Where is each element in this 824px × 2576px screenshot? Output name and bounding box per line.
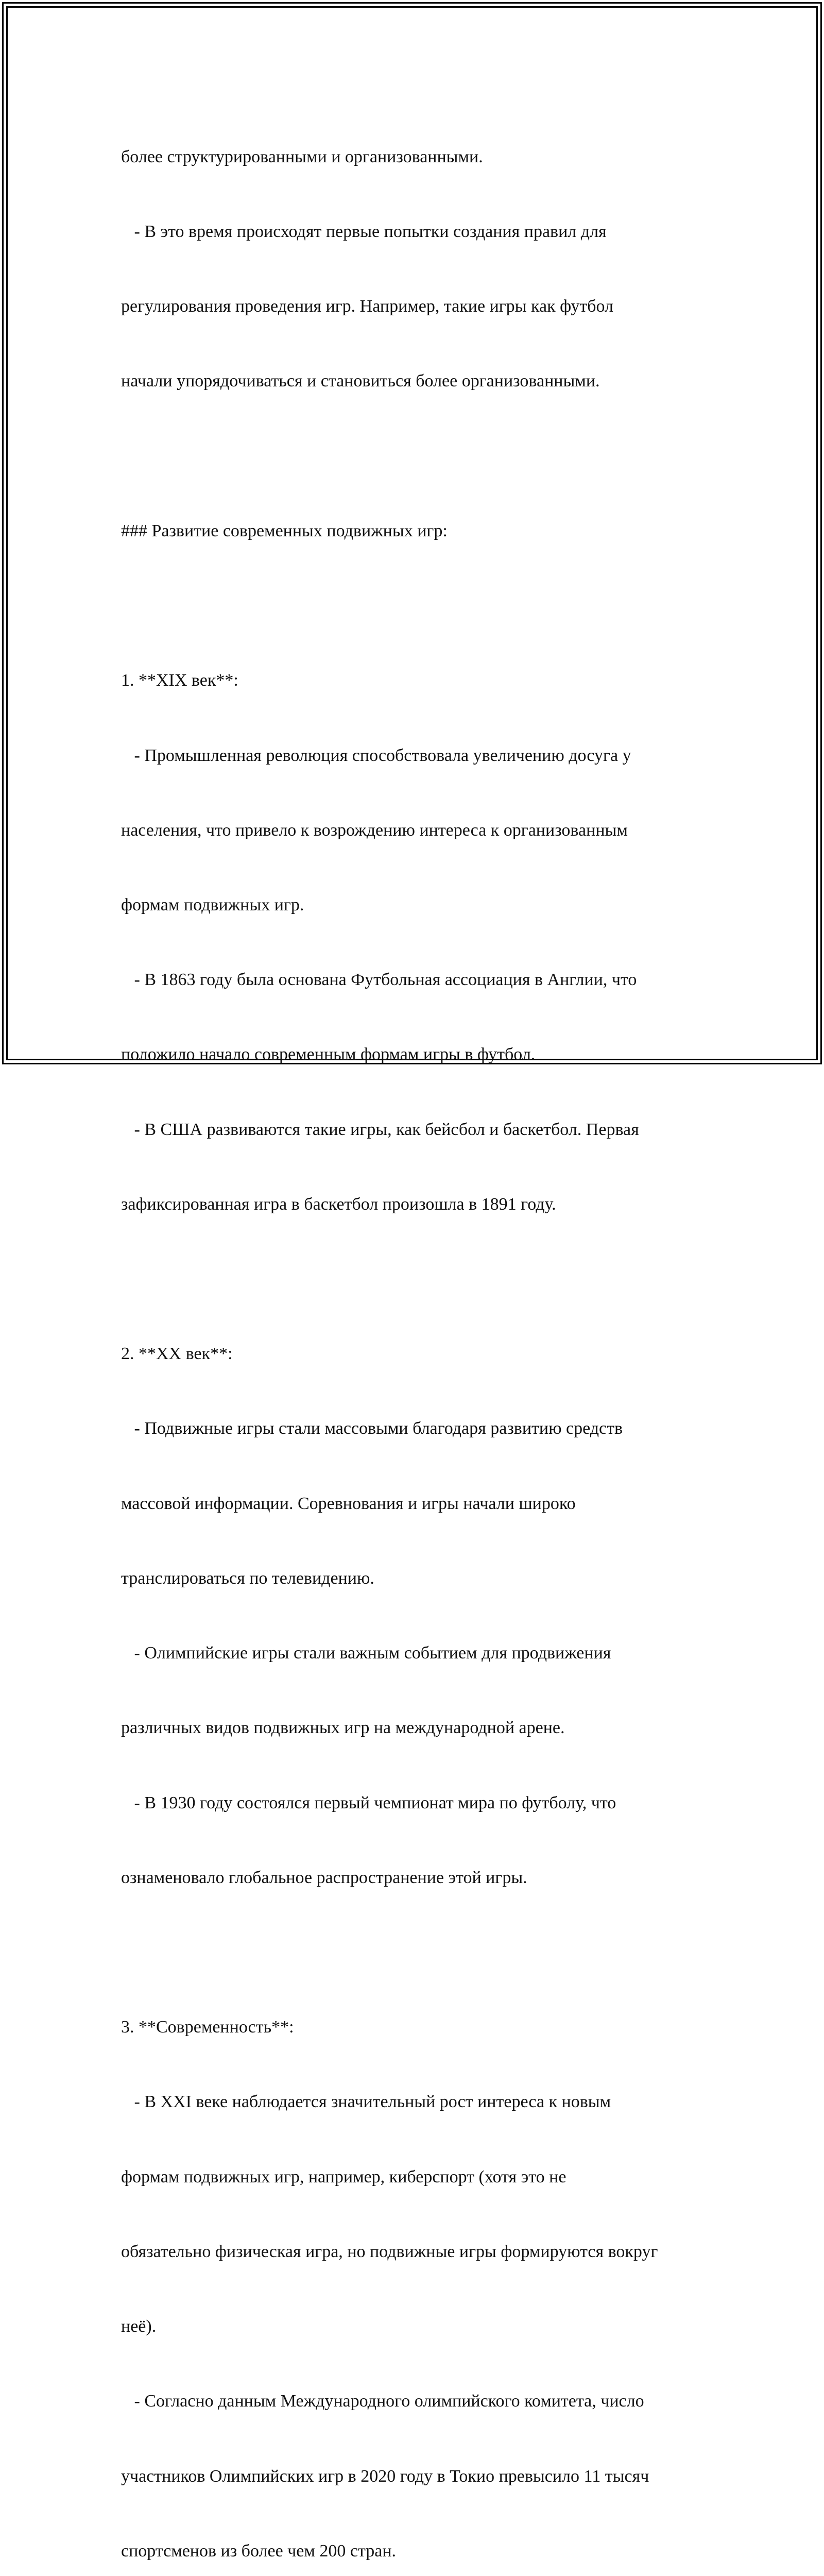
text-line: зафиксированная игра в баскетбол произошла в 1891 году. bbox=[121, 1194, 556, 1214]
text-line: положило начало современным формам игры в футбол. bbox=[121, 1045, 536, 1064]
text-line: - Подвижные игры стали массовыми благодаря развитию средств bbox=[121, 1419, 623, 1438]
blank-line bbox=[121, 594, 718, 618]
text-line: регулирования проведения игр. Например, такие игры как футбол bbox=[121, 297, 614, 316]
text-line: более структурированными и организованными. bbox=[121, 147, 483, 166]
list-item-heading: 1. **XIX век**: bbox=[121, 671, 238, 690]
text-line: участников Олимпийских игр в 2020 году в Токио превысило 11 тысяч bbox=[121, 2466, 649, 2486]
document-body bbox=[121, 95, 718, 2576]
text-line: - В XXI веке наблюдается значительный рост интереса к новым bbox=[121, 2092, 611, 2112]
section-heading: ### Развитие современных подвижных игр: bbox=[121, 521, 448, 540]
text-line: - Согласно данным Международного олимпийского комитета, число bbox=[121, 2392, 644, 2411]
text-line: - В 1930 году состоялся первый чемпионат мира по футболу, что bbox=[121, 1793, 616, 1812]
text-line: неё). bbox=[121, 2317, 157, 2336]
text-line: формам подвижных игр, например, киберспорт (хотя это не bbox=[121, 2167, 566, 2187]
list-item-heading: 3. **Современность**: bbox=[121, 2018, 294, 2037]
text-line: обязательно физическая игра, но подвижные игры формируются вокруг bbox=[121, 2242, 658, 2261]
text-line: спортсменов из более чем 200 стран. bbox=[121, 2541, 397, 2561]
text-line: - В это время происходят первые попытки создания правил для bbox=[121, 222, 607, 242]
text-line: населения, что привело к возрождению интереса к организованным bbox=[121, 820, 628, 840]
blank-line bbox=[121, 444, 718, 469]
blank-line bbox=[121, 1940, 718, 1965]
text-line: - Олимпийские игры стали важным событием для продвижения bbox=[121, 1643, 611, 1663]
text-line: массовой информации. Соревнования и игры начали широко bbox=[121, 1494, 576, 1513]
text-line: ознаменовало глобальное распространение этой игры. bbox=[121, 1868, 527, 1887]
text-line: начали упорядочиваться и становиться более организованными. bbox=[121, 371, 600, 391]
text-line: формам подвижных игр. bbox=[121, 895, 304, 914]
text-line: - В 1863 году была основана Футбольная ассоциация в Англии, что bbox=[121, 970, 637, 990]
text-line: транслироваться по телевидению. bbox=[121, 1568, 374, 1588]
text-line: различных видов подвижных игр на международной арене. bbox=[121, 1718, 565, 1738]
list-item-heading: 2. **XX век**: bbox=[121, 1344, 233, 1364]
blank-line bbox=[121, 1267, 718, 1292]
text-line: - В США развиваются такие игры, как бейсбол и баскетбол. Первая bbox=[121, 1120, 639, 1139]
text-line: - Промышленная революция способствовала увеличению досуга у bbox=[121, 745, 631, 765]
